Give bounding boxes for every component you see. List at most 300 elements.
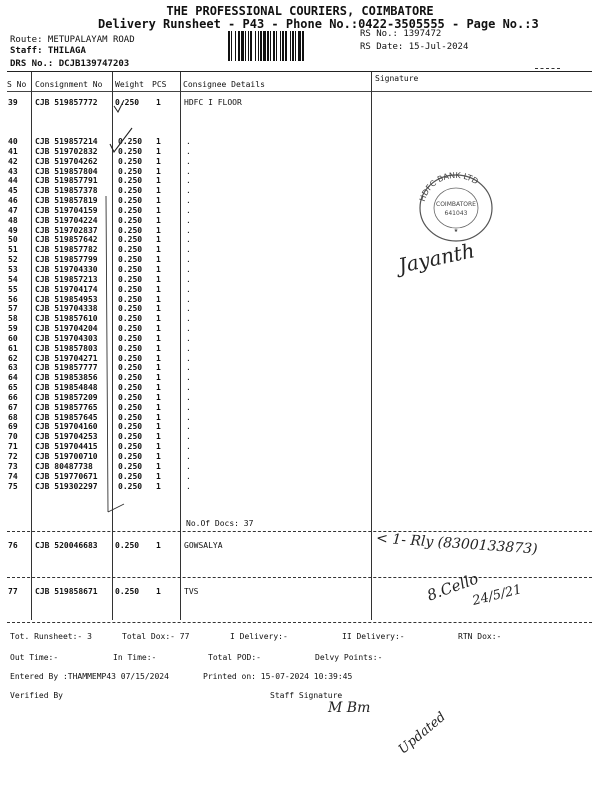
row-pcs: 1: [156, 452, 161, 461]
handwritten-note: Updated: [395, 709, 449, 758]
row-consignee: .: [186, 166, 191, 176]
row-pcs: 1: [156, 166, 161, 176]
table-row: [0, 304, 372, 314]
table-row: [0, 403, 372, 413]
row-weight: 0.250: [115, 541, 140, 550]
row-consignee: .: [186, 137, 191, 146]
row-weight: 0.250: [118, 442, 143, 452]
handwritten-signature: 8.Cello: [424, 569, 481, 605]
row-consignment: CJB 519854848: [35, 383, 98, 393]
row-consignment: CJB 519704271: [35, 353, 98, 363]
delvy-points: Delvy Points:-: [315, 653, 383, 662]
row-sno: 63: [8, 363, 18, 373]
table-top-rule: [7, 71, 592, 72]
col-consignee: Consignee Details: [183, 80, 265, 89]
row-pcs: 1: [156, 215, 161, 225]
row-pcs: 1: [156, 353, 161, 363]
table-row: [0, 226, 372, 236]
barcode-bar: [228, 31, 230, 61]
row-pcs: 1: [156, 461, 161, 471]
row-pcs: 1: [156, 294, 161, 304]
table-row: [0, 363, 372, 373]
table-row: [0, 255, 372, 265]
row-weight: 0.250: [118, 235, 143, 245]
col-pcs: PCS: [152, 80, 167, 89]
row-consignment: CJB 519704303: [35, 333, 98, 343]
barcode-bar: [250, 31, 252, 61]
row-sno: 55: [8, 284, 18, 294]
row-pcs: 1: [156, 373, 161, 383]
row-consignee: .: [186, 442, 191, 452]
handwritten-signature: Jayanth: [396, 238, 477, 278]
row-consignment: CJB 519857819: [35, 196, 98, 206]
drs-label: DRS No.: DCJB139747203: [10, 59, 130, 69]
row-consignee: .: [186, 481, 191, 491]
printed-on: Printed on: 15-07-2024 10:39:45: [203, 672, 353, 681]
row-pcs: 1: [156, 422, 161, 432]
row-sno: 65: [8, 383, 18, 393]
row-weight: 0.250: [118, 156, 143, 166]
barcode-bar: [255, 31, 256, 61]
row-consignment: CJB 519857765: [35, 402, 98, 412]
table-row: [0, 245, 372, 255]
staff-signature-label: Staff Signature: [270, 691, 343, 700]
row-sno: 77: [8, 587, 18, 596]
staff-label: Staff: THILAGA: [10, 46, 86, 56]
barcode-bar: [260, 31, 262, 61]
row-weight: 0.250: [118, 255, 143, 265]
row-sno: 50: [8, 235, 18, 245]
rs-no: RS No.: 1397472: [360, 29, 442, 39]
row-weight: 0.250: [118, 481, 143, 491]
row-pcs: 1: [156, 274, 161, 284]
row-consignment: CJB 519857782: [35, 245, 98, 255]
row-weight: 0.250: [118, 412, 143, 422]
tot-runsheet: Tot. Runsheet:- 3: [10, 632, 92, 641]
row-sno: 68: [8, 412, 18, 422]
row-consignment: CJB 519704174: [35, 284, 98, 294]
row-consignee: .: [186, 314, 191, 324]
row-sno: 47: [8, 205, 18, 215]
row-consignment: CJB 519302297: [35, 481, 98, 491]
row-consignee: .: [186, 235, 191, 245]
col-signature: Signature: [375, 74, 419, 83]
total-pod: Total POD:-: [208, 653, 261, 662]
row-separator: [7, 622, 592, 623]
row-weight: 0.250: [118, 215, 143, 225]
handwritten-signature: < 1- Rly (8300133873): [375, 530, 539, 558]
row-consignee: .: [186, 452, 191, 461]
row-pcs: 1: [156, 264, 161, 274]
row-consignee: .: [186, 363, 191, 373]
table-row: [0, 186, 372, 196]
barcode-bar: [302, 31, 304, 61]
row-consignment: CJB 519704204: [35, 324, 98, 334]
row-consignee: .: [186, 225, 191, 235]
row-consignee: .: [186, 245, 191, 255]
row-consignment: CJB 80487738: [35, 461, 93, 471]
barcode-bar: [292, 31, 294, 61]
barcode-bar: [280, 31, 281, 61]
row-pcs: 1: [156, 432, 161, 442]
row-weight: 0.250: [118, 333, 143, 343]
row-sno: 62: [8, 353, 18, 363]
row-weight: 0.250: [118, 205, 143, 215]
row-pcs: 1: [156, 314, 161, 324]
table-row: [0, 265, 372, 275]
row-consignment: CJB 519857791: [35, 176, 98, 186]
row-pcs: 1: [156, 284, 161, 294]
row-sno: 64: [8, 373, 18, 383]
row-pcs: 1: [156, 392, 161, 402]
row-pcs: 1: [156, 343, 161, 353]
table-row: [0, 147, 372, 157]
row-consignee: .: [186, 294, 191, 304]
row-weight: 0.250: [118, 353, 143, 363]
row-consignment: CJB 519858671: [35, 587, 98, 596]
barcode-bar: [298, 31, 301, 61]
row-consignment: CJB 519702837: [35, 225, 98, 235]
table-row: [0, 324, 372, 334]
row-sno: 42: [8, 156, 18, 166]
row-weight: 0.250: [118, 432, 143, 442]
barcode-bar: [273, 31, 275, 61]
row-pcs: 1: [156, 186, 161, 196]
row-consignee: .: [186, 353, 191, 363]
rs-date: RS Date: 15-Jul-2024: [360, 42, 469, 52]
stamp-top-text: HDFC BANK LTD: [417, 170, 480, 203]
runsheet-title: Delivery Runsheet - P43 - Phone No.:0422-3505555 - Page No.:3: [98, 17, 539, 31]
row-sno: 40: [8, 137, 18, 146]
row-pcs: 1: [156, 156, 161, 166]
row-weight: 0.250: [118, 363, 143, 373]
consignment-list: [0, 137, 372, 491]
row-consignee: .: [186, 373, 191, 383]
row-separator: [7, 531, 592, 532]
row-consignee: .: [186, 176, 191, 186]
barcode-bar: [282, 31, 284, 61]
table-row: [0, 167, 372, 177]
table-row: [0, 432, 372, 442]
row-pcs: 1: [156, 402, 161, 412]
table-row: [0, 393, 372, 403]
stamp-code-text: 641043: [444, 210, 468, 217]
row-sno: 76: [8, 541, 18, 550]
row-consignment: CJB 519704415: [35, 442, 98, 452]
row-consignment: CJB 519857642: [35, 235, 98, 245]
dash-mark: [535, 68, 560, 69]
row-weight: 0.250: [118, 274, 143, 284]
table-row: [0, 235, 372, 245]
row-sno: 53: [8, 264, 18, 274]
table-row: [0, 462, 372, 472]
row-consignment: CJB 519704262: [35, 156, 98, 166]
table-row: [0, 334, 372, 344]
no-of-docs: No.Of Docs: 37: [186, 519, 254, 528]
row-consignee: .: [186, 215, 191, 225]
row-weight: 0.250: [118, 314, 143, 324]
row-consignment: CJB 519857378: [35, 186, 98, 196]
table-row: [0, 137, 372, 147]
table-header-rule: [7, 91, 592, 92]
barcode-bar: [295, 31, 296, 61]
row-sno: 46: [8, 196, 18, 206]
in-time: In Time:-: [113, 653, 157, 662]
row-consignee: .: [186, 196, 191, 206]
row-sno: 49: [8, 225, 18, 235]
row-consignment: CJB 519853856: [35, 373, 98, 383]
row-weight: 0.250: [118, 392, 143, 402]
row-pcs: 1: [156, 196, 161, 206]
row-consignee: .: [186, 284, 191, 294]
row-consignee: .: [186, 412, 191, 422]
stamp-mid-text: COIMBATORE: [436, 201, 476, 208]
row-consignment: CJB 519704224: [35, 215, 98, 225]
table-row: [0, 216, 372, 226]
row-weight: 0.250: [118, 196, 143, 206]
row-consignee: .: [186, 304, 191, 314]
row-pcs: 1: [156, 304, 161, 314]
table-row: [0, 314, 372, 324]
row-pcs: 1: [156, 333, 161, 343]
row-sno: 60: [8, 333, 18, 343]
table-row: [0, 295, 372, 305]
row-pcs: 1: [156, 255, 161, 265]
row-pcs: 1: [156, 225, 161, 235]
barcode-bar: [258, 31, 259, 61]
barcode-bar: [245, 31, 246, 61]
row-consignee: .: [186, 186, 191, 196]
row-weight: 0.250: [118, 284, 143, 294]
row-weight: 0.250: [118, 186, 143, 196]
ii-delivery: II Delivery:-: [342, 632, 405, 641]
row-pcs: 1: [156, 324, 161, 334]
table-row: [0, 383, 372, 393]
row-consignment: CJB 519857213: [35, 274, 98, 284]
row-weight: 0.250: [118, 373, 143, 383]
row-pcs: 1: [156, 176, 161, 186]
row-consignment: CJB 519704160: [35, 422, 98, 432]
row-consignment: CJB 519857772: [35, 98, 98, 107]
row-sno: 67: [8, 402, 18, 412]
row-weight: 0.250: [118, 146, 143, 156]
row-sno: 39: [8, 98, 18, 107]
row-consignment: CJB 520046683: [35, 541, 98, 550]
row-consignment: CJB 519857777: [35, 363, 98, 373]
route-label: Route: METUPALAYAM ROAD: [10, 35, 135, 45]
row-pcs: 1: [156, 245, 161, 255]
table-row: [0, 157, 372, 167]
row-consignee: .: [186, 392, 191, 402]
svg-text:★: ★: [453, 226, 459, 234]
barcode-bar: [241, 31, 244, 61]
table-row: [0, 196, 372, 206]
barcode: [228, 31, 352, 61]
row-weight: 0.250: [118, 343, 143, 353]
row-separator: [7, 577, 592, 578]
row-sno: 70: [8, 432, 18, 442]
row-consignment: CJB 519700710: [35, 452, 98, 461]
row-consignment: CJB 519857214: [35, 137, 98, 146]
row-weight: 0.250: [118, 471, 143, 481]
row-sno: 69: [8, 422, 18, 432]
row-consignee: .: [186, 461, 191, 471]
row-sno: 44: [8, 176, 18, 186]
row-weight: 0.250: [118, 452, 143, 461]
row-weight: 0.250: [118, 137, 143, 146]
row-consignee: .: [186, 274, 191, 284]
barcode-bar: [285, 31, 287, 61]
row-pcs: 1: [156, 98, 161, 107]
staff-signature: M Bm: [328, 700, 371, 716]
tick-marks: [100, 100, 150, 530]
handwritten-date: 24/5/21: [470, 582, 524, 609]
row-sno: 61: [8, 343, 18, 353]
col-consignment: Consignment No: [35, 80, 103, 89]
row-consignee: TVS: [184, 587, 199, 596]
company-title: THE PROFESSIONAL COURIERS, COIMBATORE: [166, 4, 434, 18]
row-consignment: CJB 519704253: [35, 432, 98, 442]
row-sno: 58: [8, 314, 18, 324]
table-row: [0, 472, 372, 482]
row-weight: 0.250: [118, 245, 143, 255]
row-pcs: 1: [156, 363, 161, 373]
barcode-bar: [238, 31, 240, 61]
col-sno: S No: [7, 80, 27, 89]
row-consignee: .: [186, 432, 191, 442]
row-consignment: CJB 519857803: [35, 343, 98, 353]
row-consignee: .: [186, 156, 191, 166]
row-pcs: 1: [156, 235, 161, 245]
rtn-dox: RTN Dox:-: [458, 632, 502, 641]
row-sno: 66: [8, 392, 18, 402]
row-sno: 59: [8, 324, 18, 334]
table-row: [0, 206, 372, 216]
row-sno: 57: [8, 304, 18, 314]
row-weight: 0.250: [118, 383, 143, 393]
table-row: [0, 285, 372, 295]
table-row: [0, 442, 372, 452]
row-sno: 41: [8, 146, 18, 156]
row-sno: 56: [8, 294, 18, 304]
row-pcs: 1: [156, 137, 161, 146]
row-pcs: 1: [156, 471, 161, 481]
barcode-bar: [248, 31, 249, 61]
row-consignee: .: [186, 324, 191, 334]
barcode-bar: [276, 31, 277, 61]
barcode-bar: [290, 31, 291, 61]
table-row: [0, 354, 372, 364]
table-row: [0, 373, 372, 383]
row-pcs: 1: [156, 146, 161, 156]
row-sno: 48: [8, 215, 18, 225]
row-consignment: CJB 519857645: [35, 412, 98, 422]
barcode-bar: [270, 31, 271, 61]
row-consignee: HDFC I FLOOR: [184, 98, 242, 107]
row-consignee: .: [186, 255, 191, 265]
row-weight: 0.250: [118, 225, 143, 235]
col-weight: Weight: [115, 80, 144, 89]
row-consignee: .: [186, 402, 191, 412]
row-pcs: 1: [156, 412, 161, 422]
total-dox: Total Dox:- 77: [122, 632, 190, 641]
table-row: [0, 422, 372, 432]
row-weight: 0.250: [118, 324, 143, 334]
row-consignee: .: [186, 383, 191, 393]
table-row: [0, 344, 372, 354]
row-consignee: GOWSALYA: [184, 541, 223, 550]
row-consignee: .: [186, 205, 191, 215]
barcode-bar: [267, 31, 269, 61]
row-consignment: CJB 519770671: [35, 471, 98, 481]
row-weight: 0.250: [118, 176, 143, 186]
row-consignee: .: [186, 343, 191, 353]
row-consignment: CJB 519857804: [35, 166, 98, 176]
out-time: Out Time:-: [10, 653, 59, 662]
row-pcs: 1: [156, 205, 161, 215]
bank-stamp: [412, 168, 500, 244]
row-weight: 0.250: [115, 98, 140, 107]
row-consignment: CJB 519857799: [35, 255, 98, 265]
barcode-bar: [263, 31, 266, 61]
table-row: [0, 452, 372, 462]
entered-by: Entered By :THAMMEMP43 07/15/2024: [10, 672, 169, 681]
row-consignee: .: [186, 471, 191, 481]
row-pcs: 1: [156, 587, 161, 596]
row-consignee: .: [186, 333, 191, 343]
row-consignee: .: [186, 422, 191, 432]
row-sno: 43: [8, 166, 18, 176]
row-weight: 0.250: [115, 587, 140, 596]
row-pcs: 1: [156, 383, 161, 393]
row-consignee: .: [186, 264, 191, 274]
row-sno: 73: [8, 461, 18, 471]
row-consignment: CJB 519702832: [35, 146, 98, 156]
table-row: [0, 176, 372, 186]
barcode-bar: [235, 31, 236, 61]
row-sno: 54: [8, 274, 18, 284]
row-sno: 74: [8, 471, 18, 481]
i-delivery: I Delivery:-: [230, 632, 288, 641]
row-weight: 0.250: [118, 304, 143, 314]
row-consignment: CJB 519857610: [35, 314, 98, 324]
row-pcs: 1: [156, 442, 161, 452]
row-sno: 52: [8, 255, 18, 265]
row-sno: 72: [8, 452, 18, 461]
verified-by: Verified By: [10, 691, 63, 700]
row-weight: 0.250: [118, 294, 143, 304]
row-weight: 0.250: [118, 402, 143, 412]
row-sno: 51: [8, 245, 18, 255]
row-pcs: 1: [156, 541, 161, 550]
row-sno: 45: [8, 186, 18, 196]
row-consignment: CJB 519854953: [35, 294, 98, 304]
row-consignment: CJB 519704159: [35, 205, 98, 215]
row-consignment: CJB 519704338: [35, 304, 98, 314]
row-weight: 0.250: [118, 461, 143, 471]
row-weight: 0.250: [118, 264, 143, 274]
row-weight: 0.250: [118, 166, 143, 176]
row-consignee: .: [186, 146, 191, 156]
row-sno: 75: [8, 481, 18, 491]
table-row: [0, 413, 372, 423]
barcode-bar: [231, 31, 232, 61]
row-weight: 0.250: [118, 422, 143, 432]
row-consignment: CJB 519704330: [35, 264, 98, 274]
row-consignment: CJB 519857209: [35, 392, 98, 402]
table-row: [0, 482, 372, 492]
row-sno: 71: [8, 442, 18, 452]
